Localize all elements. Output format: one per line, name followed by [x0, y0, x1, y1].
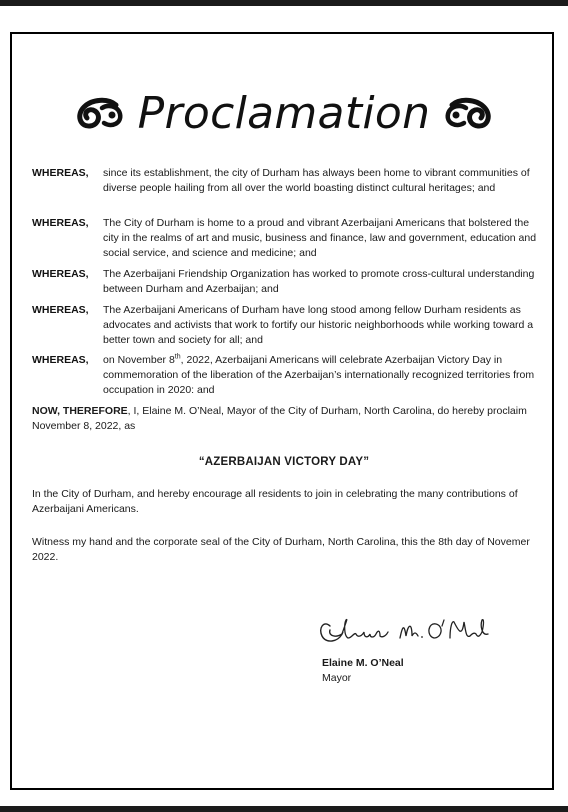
whereas-label: WHEREAS, — [32, 268, 89, 280]
witness-paragraph: Witness my hand and the corporate seal of the City of Durham, North Carolina, this the 8th day of Novemer 2022. — [32, 536, 530, 563]
whereas-clause-1 — [32, 166, 538, 196]
signer-name: Elaine M. O’Neal — [322, 657, 404, 669]
signer-title: Mayor — [322, 672, 352, 684]
whereas-clause-4 — [32, 303, 538, 348]
whereas-text: since its establishment, the city of Durham has always been home to vibrant communities of diverse people hailing from all over the world boasting distinct cultural heritages; and — [103, 167, 530, 194]
now-therefore-text: , I, Elaine M. O’Neal, Mayor of the City of Durham, North Carolina, do hereby proclaim November 8, 2022, as — [32, 405, 527, 432]
whereas-clause-2 — [32, 216, 538, 261]
whereas-clause-3 — [32, 267, 538, 297]
whereas-label: WHEREAS, — [32, 167, 89, 179]
now-therefore-paragraph — [32, 404, 532, 434]
whereas-text — [103, 353, 538, 398]
signer-block — [322, 656, 404, 686]
whereas-text-part: on November 8 — [103, 354, 175, 366]
whereas-label: WHEREAS, — [32, 354, 89, 366]
declaration-heading: “AZERBAIJAN VICTORY DAY” — [198, 456, 370, 468]
now-therefore-label: NOW, THEREFORE — [32, 405, 128, 417]
whereas-clause-5 — [32, 353, 538, 398]
handwritten-signature — [316, 612, 492, 652]
top-dark-band — [0, 0, 568, 6]
whereas-label: WHEREAS, — [32, 304, 89, 316]
fleuron-ornament-right-icon — [440, 96, 496, 132]
whereas-text: The Azerbaijani Americans of Durham have long stood among fellow Durham residents as advocates and activists that work to fortify our historic neighborhoods while working toward a better town and society for all; and — [103, 304, 534, 346]
fleuron-ornament-left-icon — [72, 96, 128, 132]
bottom-dark-band — [0, 806, 568, 812]
encouragement-paragraph: In the City of Durham, and hereby encourage all residents to join in celebrating the many contributions of Azerbaijani Americans. — [32, 488, 518, 515]
page-title — [0, 88, 568, 139]
whereas-label: WHEREAS, — [32, 217, 89, 229]
whereas-text: The City of Durham is home to a proud and vibrant Azerbaijani Americans that bolstered the city in the realms of art and music, business and finance, law and government, education and social service, and science and medicine; and — [103, 217, 537, 259]
ordinal-suffix: th — [174, 353, 181, 361]
whereas-text-part: , 2022, Azerbaijani Americans will celebrate Azerbaijan Victory Day in commemoration of the liberation of the Azerbaijan’s internationally recognized territories from occupation in 2020: and — [103, 354, 535, 396]
title-text: Proclamation — [137, 88, 431, 139]
whereas-text: The Azerbaijani Friendship Organization has worked to promote cross-cultural understanding between Durham and Azerbaijan; and — [103, 268, 535, 295]
